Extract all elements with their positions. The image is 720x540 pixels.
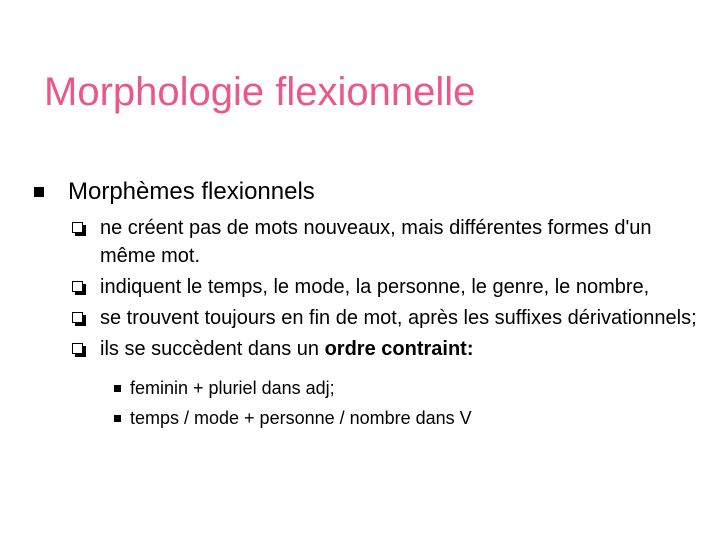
hollow-square-bullet-icon <box>72 343 83 354</box>
main-bullet-text: Morphèmes flexionnels <box>68 178 315 205</box>
sub-bullet-4 <box>34 335 700 363</box>
sub-sub-bullet-2 <box>34 405 704 431</box>
sub-bullet-text: se trouvent toujours en fin de mot, après les suffixes dérivationnels; <box>100 307 697 329</box>
slide-title: Morphologie flexionnelle <box>44 70 476 114</box>
sub-sub-bullet-1 <box>34 375 704 401</box>
sub-sub-bullet-text: temps / mode + personne / nombre dans V <box>130 408 472 428</box>
sub-bullet-list <box>34 214 704 431</box>
hollow-square-bullet-icon <box>72 312 83 323</box>
bullet-list <box>34 176 704 431</box>
sub-bullet-text: ils se succèdent dans un <box>100 338 325 360</box>
sub-bullet-bold-text: ordre contraint: <box>324 338 474 360</box>
sub-bullet-3 <box>34 304 700 332</box>
hollow-square-bullet-icon <box>72 222 83 233</box>
sub-sub-bullet-list <box>34 375 704 431</box>
sub-bullet-text: indiquent le temps, le mode, la personne, le genre, le nombre, <box>100 276 650 298</box>
sub-bullet-1 <box>34 214 700 270</box>
square-bullet-icon <box>114 385 121 392</box>
hollow-square-bullet-icon <box>72 281 83 292</box>
sub-bullet-text: ne créent pas de mots nouveaux, mais différentes formes d'un même mot. <box>100 217 652 267</box>
square-bullet-icon <box>34 187 44 197</box>
sub-sub-bullet-text: feminin + pluriel dans adj; <box>130 378 335 398</box>
main-bullet <box>34 176 704 208</box>
square-bullet-icon <box>114 415 121 422</box>
sub-bullet-2 <box>34 273 700 301</box>
